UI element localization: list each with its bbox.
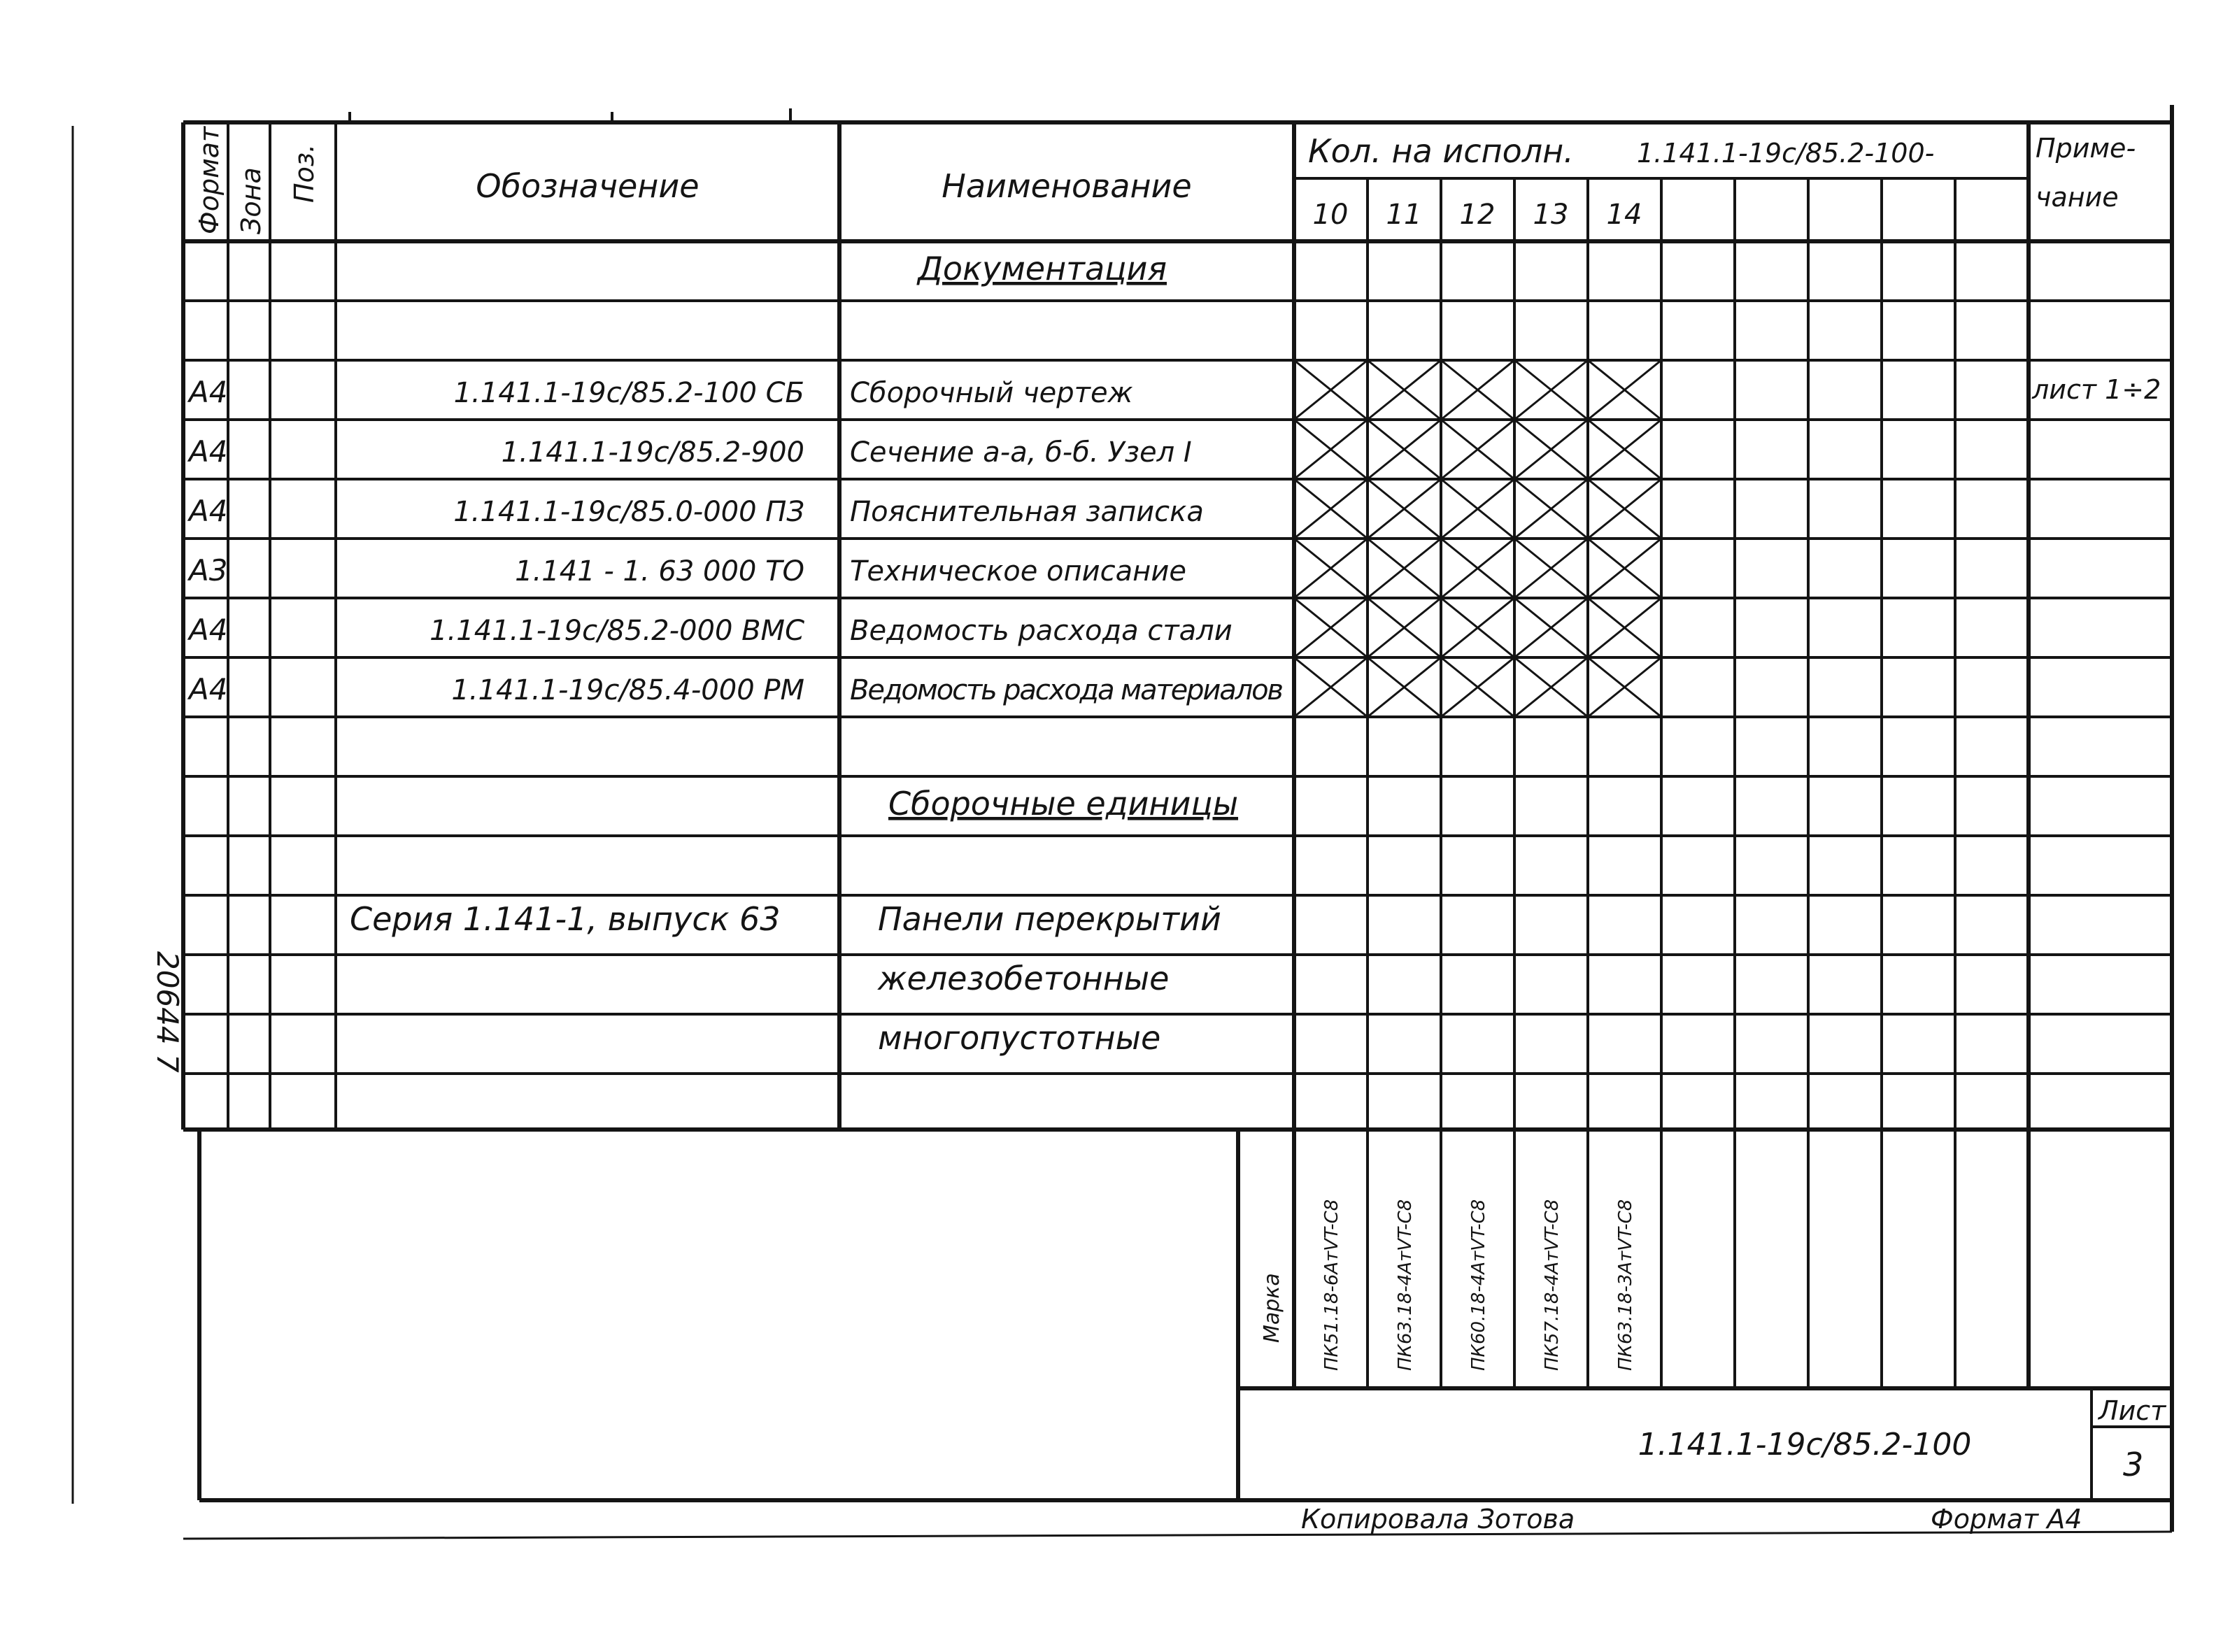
designation-column-header: Обозначение — [476, 167, 699, 205]
assembly-name-line-3: многопустотные — [878, 1019, 1161, 1057]
doc-format: А4 — [189, 434, 228, 469]
name-column-header: Наименование — [942, 167, 1192, 205]
sheet-label: Лист — [2098, 1395, 2166, 1426]
assembly-designation: Серия 1.141-1, выпуск 63 — [350, 900, 781, 938]
sheet-number: 3 — [2123, 1446, 2144, 1483]
sheet-edge-bottom — [183, 1532, 2172, 1539]
variant-2: 12 — [1459, 199, 1496, 231]
section-documentation: Документация — [917, 250, 1167, 287]
doc-note: лист 1÷2 — [2032, 374, 2161, 405]
doc-designation: 1.141.1-19с/85.0-000 ПЗ — [453, 496, 804, 528]
pos-column-header: Поз. — [289, 143, 320, 203]
mark-item: ПК51.18-6АтVT-С8 — [1321, 1199, 1342, 1371]
section-assembly-units: Сборочные единицы — [888, 785, 1239, 823]
doc-designation: 1.141.1-19с/85.2-000 ВМС — [429, 615, 804, 647]
variant-4: 14 — [1606, 199, 1642, 231]
variant-3: 13 — [1533, 199, 1569, 231]
footer-format: Формат А4 — [1931, 1504, 2082, 1534]
format-column-header: Формат — [194, 126, 225, 234]
doc-name: Пояснительная записка — [850, 496, 1204, 528]
mark-item: ПК60.18-4АтVT-С8 — [1468, 1199, 1489, 1371]
note-column-header-2: чание — [2036, 182, 2119, 213]
mark-label: Марка — [1260, 1273, 1284, 1343]
assembly-name-line-1: Панели перекрытий — [878, 900, 1221, 938]
doc-name: Сечение а-а, б-б. Узел I — [850, 436, 1192, 469]
doc-name: Ведомость расхода стали — [850, 615, 1233, 647]
doc-format: А3 — [189, 553, 228, 588]
mark-item: ПК63.18-4АтVT-С8 — [1395, 1199, 1416, 1371]
doc-designation: 1.141.1-19с/85.4-000 РМ — [451, 674, 804, 706]
assembly-name-line-2: железобетонные — [878, 960, 1170, 997]
side-number: 20644 7 — [150, 951, 185, 1073]
variant-0: 10 — [1312, 199, 1349, 231]
doc-name: Техническое описание — [850, 555, 1186, 588]
variant-1: 11 — [1386, 199, 1422, 231]
title-doc-number: 1.141.1-19с/85.2-100 — [1638, 1427, 1972, 1462]
qty-label: Кол. на исполн. — [1308, 132, 1574, 170]
doc-format: А4 — [189, 613, 228, 647]
qty-document: 1.141.1-19с/85.2-100- — [1637, 138, 1935, 169]
doc-designation: 1.141.1-19с/85.2-100 СБ — [453, 377, 804, 409]
doc-format: А4 — [189, 375, 228, 409]
copied-by: Копировала Зотова — [1301, 1504, 1575, 1534]
doc-name: Сборочный чертеж — [850, 377, 1133, 409]
zone-column-header: Зона — [236, 167, 267, 234]
variant-numbers — [1313, 199, 1642, 231]
note-column-header-1: Приме- — [2036, 133, 2136, 164]
doc-designation: 1.141.1-19с/85.2-900 — [501, 436, 804, 469]
mark-item: ПК57.18-4АтVT-С8 — [1542, 1199, 1563, 1371]
doc-name: Ведомость расхода материалов — [850, 674, 1284, 706]
doc-format: А4 — [189, 494, 228, 528]
doc-designation: 1.141 - 1. 63 000 ТО — [515, 555, 804, 588]
mark-item: ПК63.18-3АтVT-С8 — [1615, 1199, 1636, 1371]
doc-format: А4 — [189, 672, 228, 706]
